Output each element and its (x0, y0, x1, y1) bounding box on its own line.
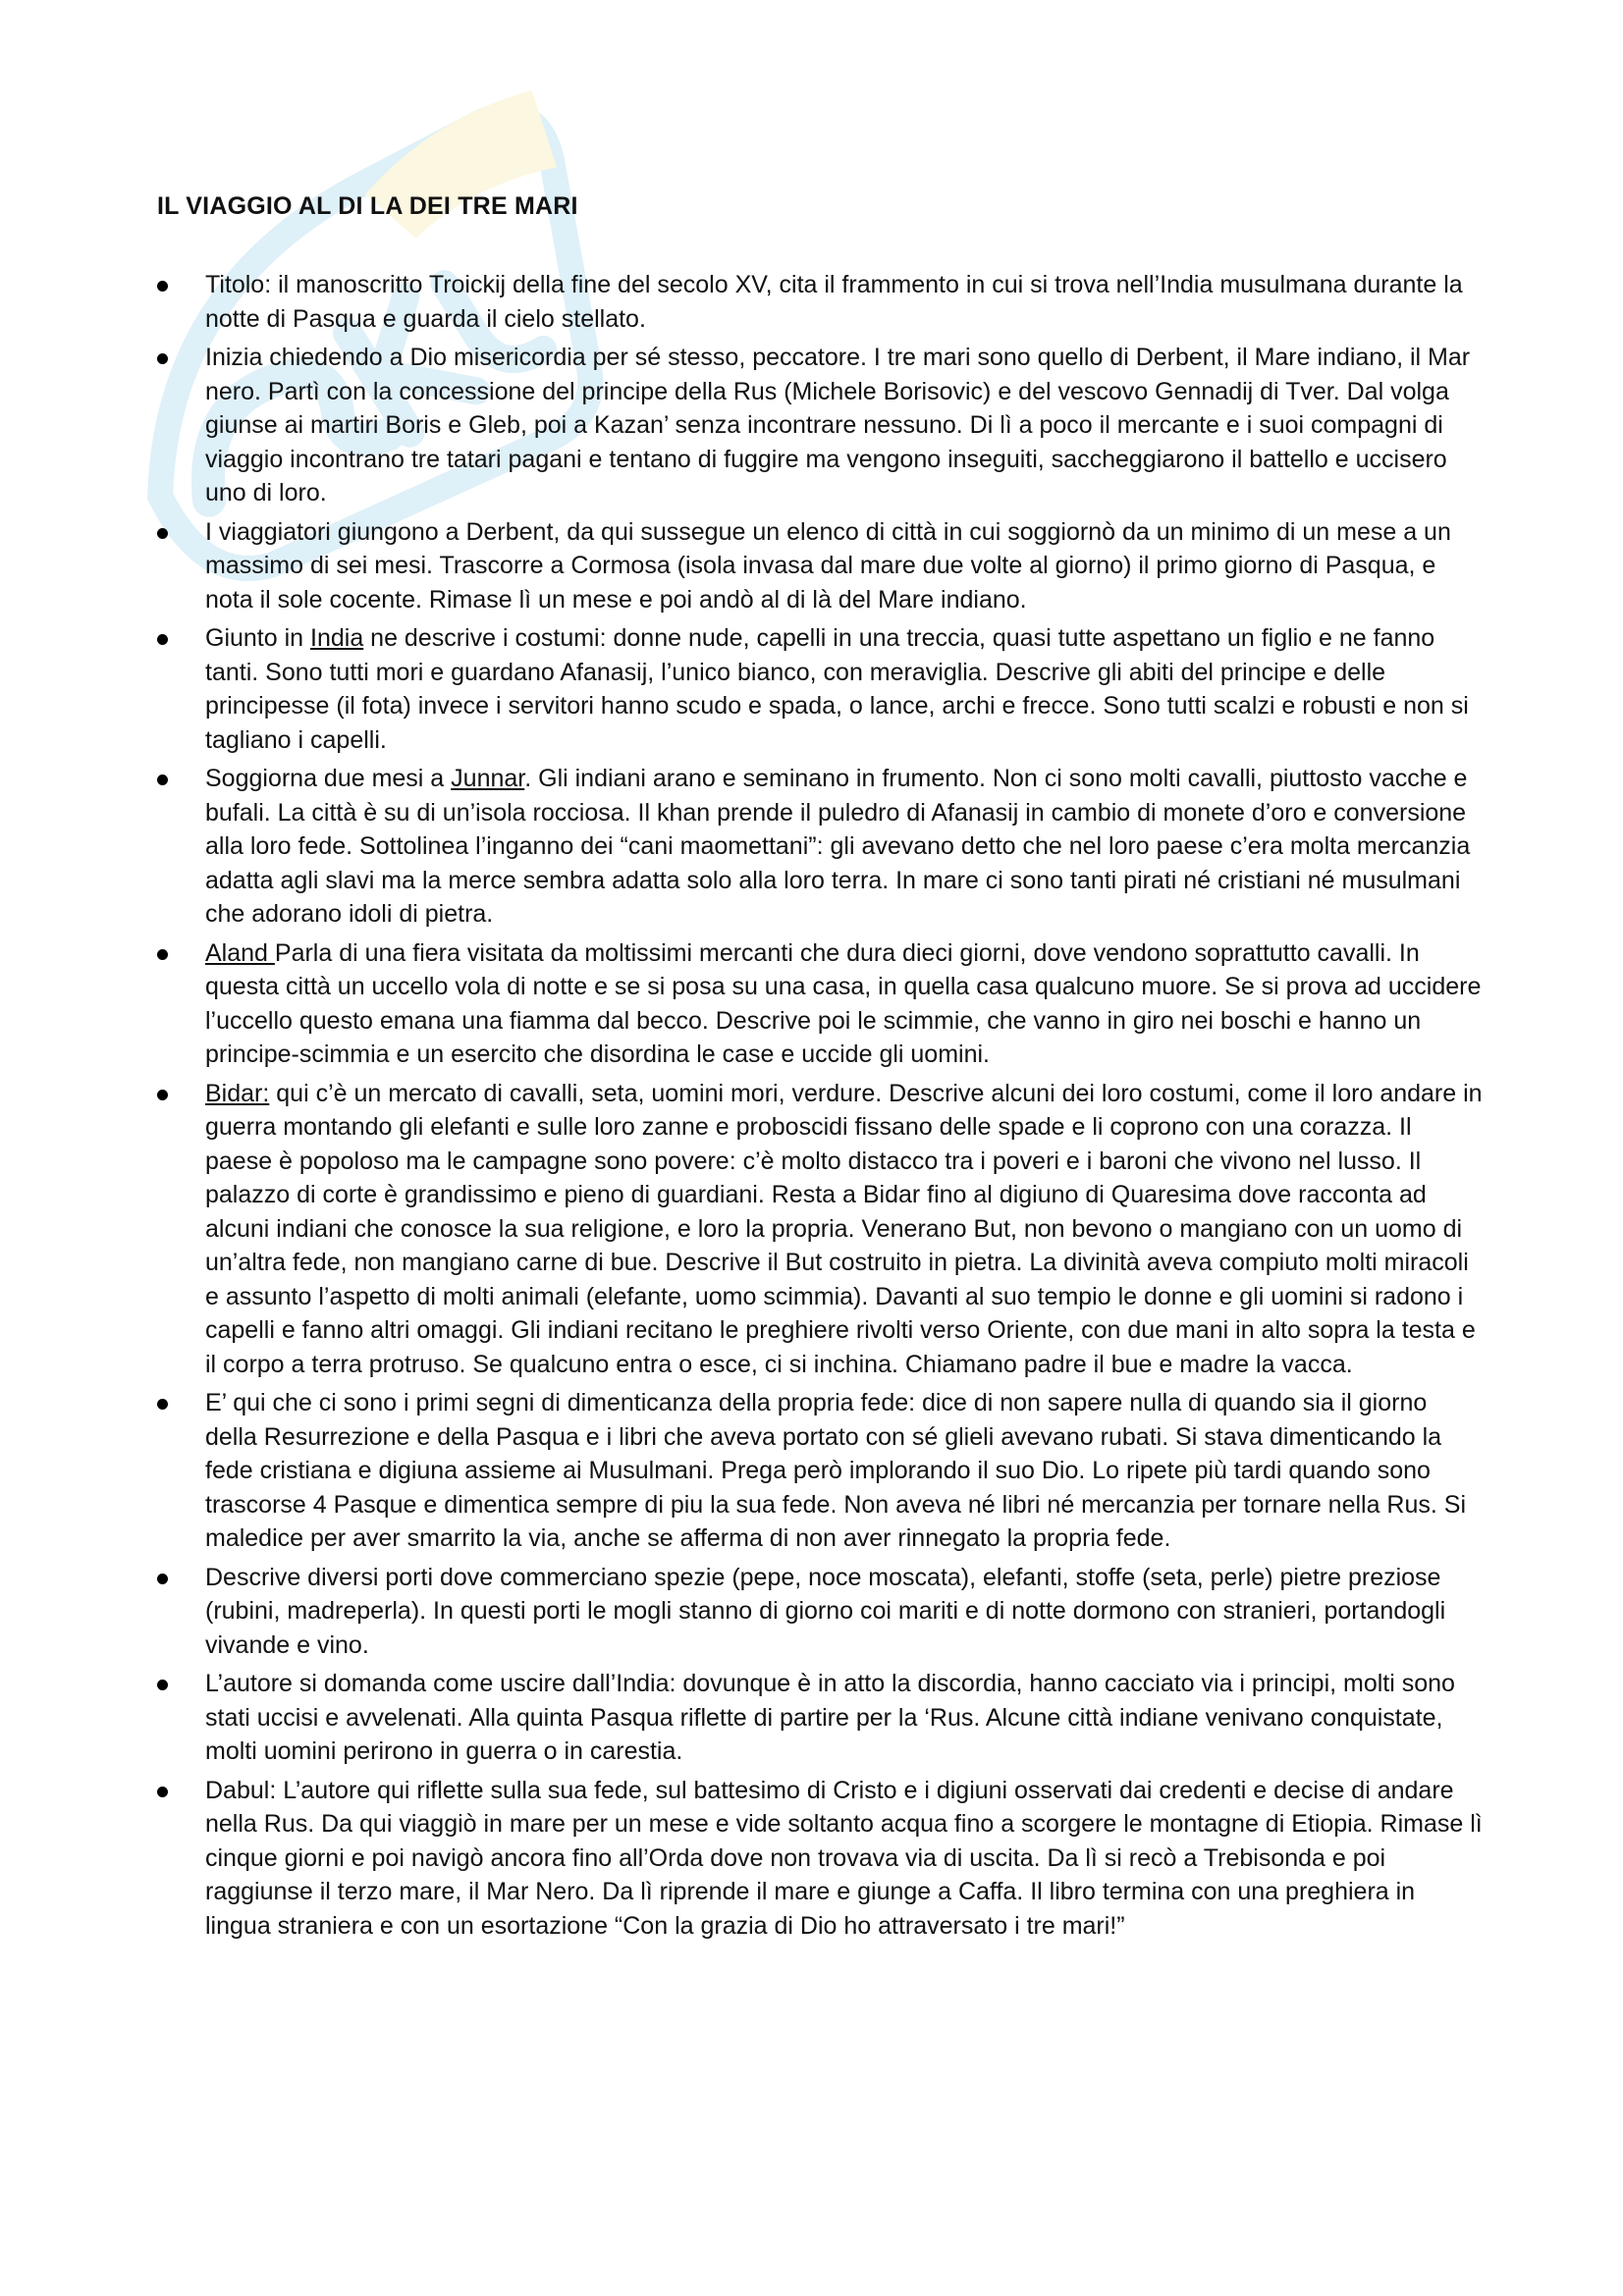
bullet-icon (157, 353, 168, 364)
document-title: IL VIAGGIO AL DI LA DEI TRE MARI (157, 192, 578, 220)
bullet-icon (157, 1574, 168, 1584)
list-item (157, 1561, 1483, 1663)
item-prefix: Giunto in (205, 624, 311, 652)
item-prefix: Soggiorna due mesi a (205, 765, 452, 792)
item-text: Parla di una fiera visitata da moltissimi mercanti che dura dieci giorni, dove vendono soprattutto cavalli. In questa città un uccello vola di notte e se si posa su una casa, in quella casa qualcuno muore. Se si prova ad uccidere l’uccello questo emana una fiamma dal becco. Descrive poi le scimmie, che vanno in giro nei boschi e hanno un principe-scimmia e un esercito che disordina le case e uccide gli uomini. (205, 938, 1482, 1068)
item-text: Dabul: L’autore qui riflette sulla sua fede, sul battesimo di Cristo e i digiuni osservati dai credenti e decise di andare nella Rus. Da qui viaggiò in mare per un mese e vide soltanto acqua fino a scorgere le montagne di Etiopia. Rimase lì cinque giorni e poi navigò ancora fino all’Orda dove non trovava via di uscita. Da lì si recò a Trebisonda e poi raggiunse il terzo mare, il Mar Nero. Da lì riprende il mare e giunge a Caffa. Il libro termina con una preghiera in lingua straniera e con un esortazione “Con la grazia di Dio ho attraversato i tre mari!” (205, 1776, 1483, 1940)
item-text: E’ qui che ci sono i primi segni di dimenticanza della propria fede: dice di non sapere nulla di quando sia il giorno della Resurrezione e della Pasqua e i libri che aveva portato con sé glieli avevano rubati. Si stava dimenticando la fede cristiana e digiuna assieme ai Musulmani. Prega però implorando il suo Dio. Lo ripete più tardi quando sono trascorse 4 Pasque e dimentica sempre di piu la sua fede. Non aveva né libri né mercanzia per tornare nella Rus. Si maledice per aver smarrito la via, anche se afferma di non aver rinnegato la propria fede. (205, 1389, 1467, 1552)
list-item (157, 1077, 1483, 1382)
bullet-icon (157, 1090, 168, 1100)
list-item (157, 1386, 1483, 1556)
place-name: Aland (205, 938, 275, 967)
place-name: Bidar: (205, 1079, 270, 1107)
item-text: . Gli indiani arano e seminano in frumento. Non ci sono molti cavalli, piuttosto vacche e bufali. La città è su di un’isola rocciosa. Il khan prende il puledro di Afanasij in cambio di monete d’oro e conversione alla loro fede. Sottolinea l’inganno dei “cani maomettani”: gli avevano detto che nel loro paese c’era molta mercanzia adatta agli slavi ma la merce sembra adatta solo alla loro terra. In mare ci sono tanti pirati né cristiani né musulmani che adorano idoli di pietra. (205, 765, 1471, 928)
list-item (157, 1667, 1483, 1769)
list-item (157, 762, 1483, 932)
document-page (157, 192, 1483, 1948)
bullet-icon (157, 774, 168, 785)
item-text: Titolo: il manoscritto Troickij della fine del secolo XV, cita il frammento in cui si trova nell’India musulmana durante la notte di Pasqua e guarda il cielo stellato. (205, 271, 1463, 333)
bullet-icon (157, 1787, 168, 1797)
bullet-icon (157, 1680, 168, 1690)
bullet-icon (157, 634, 168, 645)
item-text: ne descrive i costumi: donne nude, capelli in una treccia, quasi tutte aspettano un figlio e ne fanno tanti. Sono tutti mori e guardano Afanasij, l’unico bianco, con meraviglia. Descrive gli abiti del principe e delle principesse (il fota) invece i servitori hanno scudo e spada, o lance, archi e frecce. Sono tutti scalzi e robusti e non si tagliano i capelli. (205, 624, 1469, 754)
bullet-icon (157, 1399, 168, 1410)
item-text: I viaggiatori giungono a Derbent, da qui sussegue un elenco di città in cui soggiornò da un minimo di un mese a un massimo di sei mesi. Trascorre a Cormosa (isola invasa dal mare due volte al giorno) il primo giorno di Pasqua, e nota il sole cocente. Rimase lì un mese e poi andò al di là del Mare indiano. (205, 517, 1451, 614)
item-text: L’autore si domanda come uscire dall’India: dovunque è in atto la discordia, hanno cacciato via i principi, molti sono stati uccisi e avvelenati. Alla quinta Pasqua riflette di partire per la ‘Rus. Alcune città indiane venivano conquistate, molti uomini perirono in guerra o in carestia. (205, 1670, 1455, 1765)
place-name: Junnar (451, 765, 525, 792)
bullet-icon (157, 281, 168, 292)
list-item (157, 1774, 1483, 1944)
bullet-list (157, 268, 1483, 1943)
item-text: Inizia chiedendo a Dio misericordia per sé stesso, peccatore. I tre mari sono quello di Derbent, il Mare indiano, il Mar nero. Partì con la concessione del principe della Rus (Michele Borisovic) e del vescovo Gennadij di Tver. Dal volga giunse ai martiri Boris e Gleb, poi a Kazan’ senza incontrare nessuno. Di lì a poco il mercante e i suoi compagni di viaggio incontrano tre tatari pagani e tentano di fuggire ma vengono inseguiti, saccheggiarono il battello e uccisero uno di loro. (205, 344, 1471, 507)
list-item (157, 936, 1483, 1072)
list-item (157, 341, 1483, 510)
item-text: qui c’è un mercato di cavalli, seta, uomini mori, verdure. Descrive alcuni dei loro costumi, come il loro andare in guerra montando gli elefanti e sulle loro zanne e proboscidi fissano delle spade e li coprono con una corazza. Il paese è popoloso ma le campagne sono povere: c’è molto distacco tra i poveri e i baroni che vivono nel lusso. Il palazzo di corte è grandissimo e pieno di guardiani. Resta a Bidar fino al digiuno di Quaresima dove racconta ad alcuni indiani che conosce la sua religione, e loro la propria. Venerano But, non bevono o mangiano con un uomo di un’altra fede, non mangiano carne di bue. Descrive il But costruito in pietra. La divinità aveva compiuto molti miracoli e assunto l’aspetto di molti animali (elefante, uomo scimmia). Davanti al suo tempio le donne e gli uomini si radono i capelli e fanno altri omaggi. Gli indiani recitano le preghiere rivolti verso Oriente, con due mani in alto sopra la testa e il corpo a terra protruso. Se qualcuno entra o esce, ci si inchina. Chiamano padre il bue e madre la vacca. (205, 1079, 1483, 1378)
list-item (157, 621, 1483, 757)
bullet-icon (157, 528, 168, 539)
item-text: Descrive diversi porti dove commerciano spezie (pepe, noce moscata), elefanti, stoffe (seta, perle) pietre preziose (rubini, madreperla). In questi porti le mogli stanno di giorno coi mariti e di notte dormono con stranieri, portandogli vivande e vino. (205, 1563, 1446, 1659)
list-item (157, 515, 1483, 617)
list-item (157, 268, 1483, 336)
bullet-icon (157, 949, 168, 960)
place-name: India (310, 624, 364, 652)
